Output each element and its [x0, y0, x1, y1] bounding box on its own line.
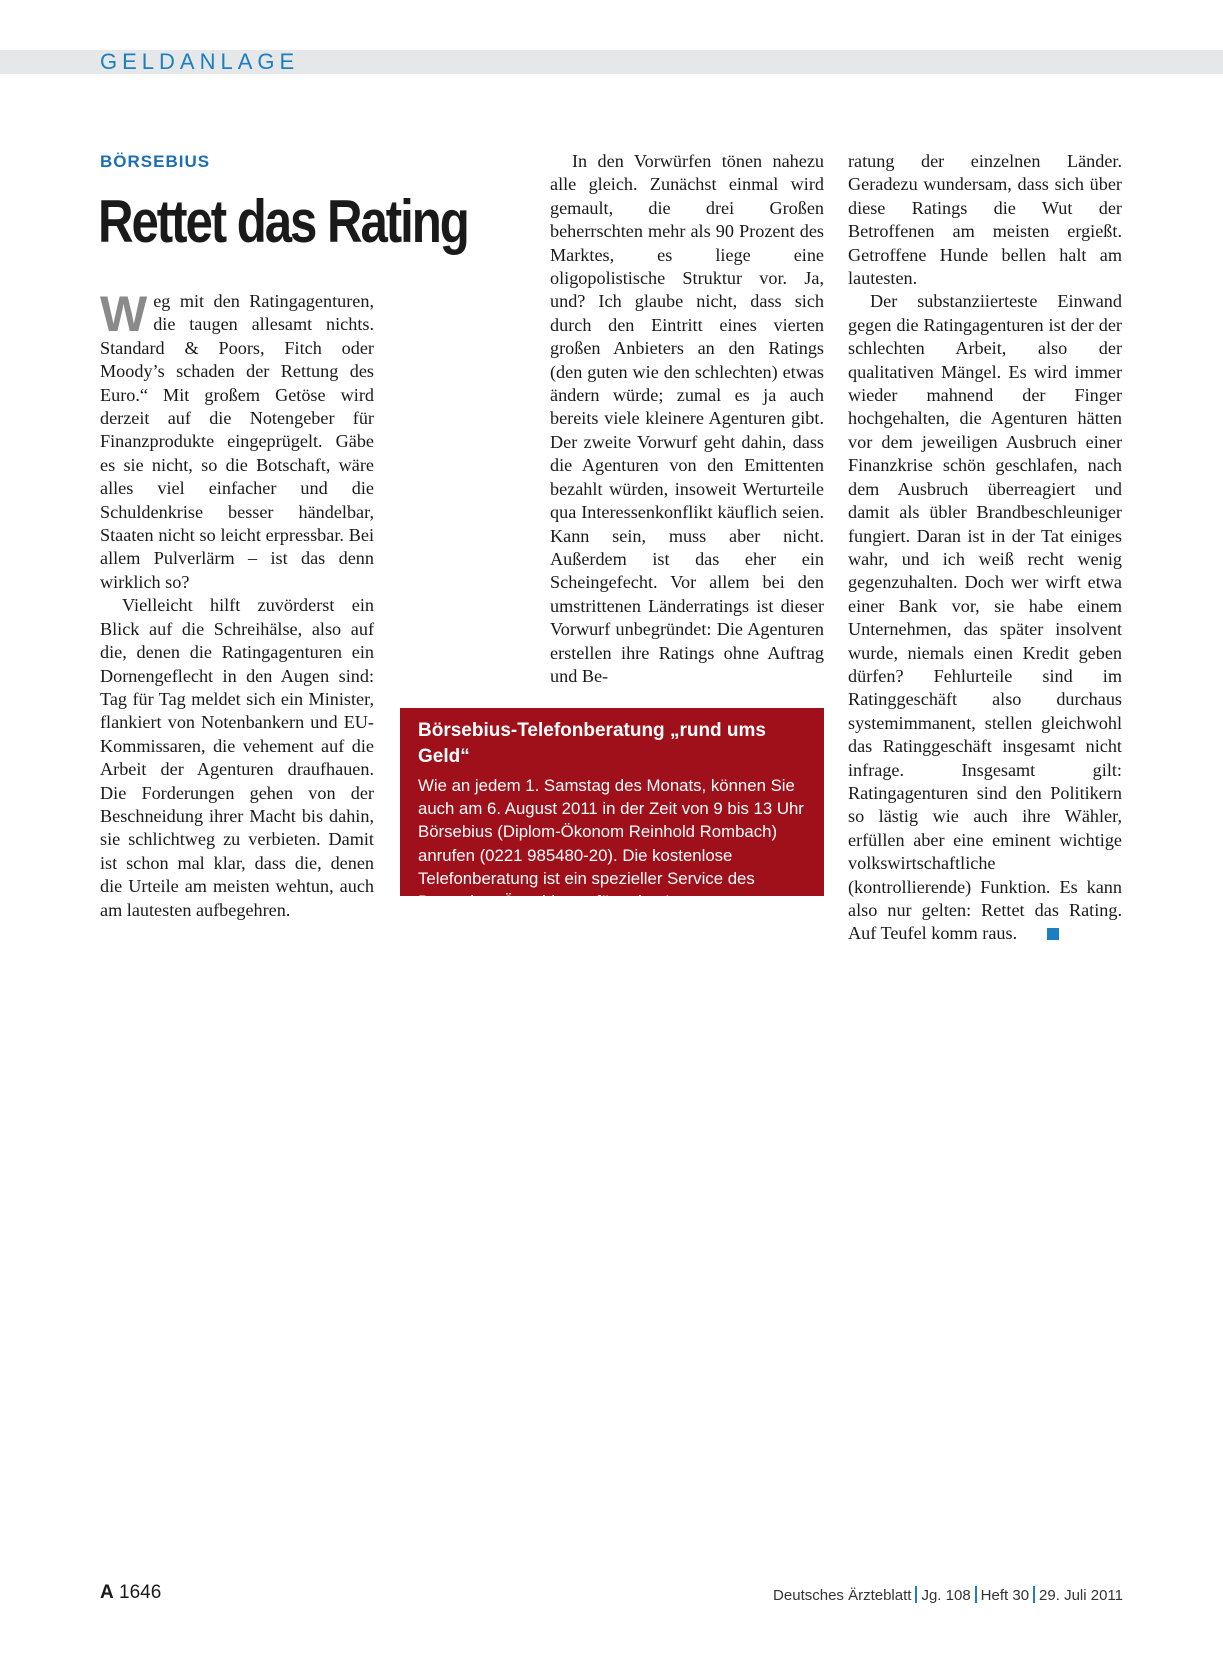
- info-box: [400, 708, 824, 912]
- journal-volume: Jg. 108: [921, 1587, 971, 1604]
- article-column-2: [550, 150, 824, 688]
- column-kicker: BÖRSEBIUS: [100, 152, 211, 171]
- page-prefix: A: [100, 1582, 114, 1603]
- page-number-value: 1646: [119, 1582, 162, 1603]
- article-column-3: [848, 150, 1122, 946]
- paragraph: [848, 290, 1122, 945]
- info-box-title: Börsebius-Telefonberatung „rund ums Geld“: [418, 720, 767, 767]
- paragraph-text: eg mit den Ratingagenturen, die taugen allesamt nichts. Standard & Poors, Fitch oder Moody’s schaden der Rettung des Euro.“ Mit großem Getöse wird derzeit auf die Notengeber für Finanzprodukte eingeprügelt. Gäbe es sie nicht, so die Botschaft, wäre alles viel einfacher und die Schuldenkrise besser händelbar, Staaten nicht so leicht erpressbar. Bei allem Pulverlärm – ist das denn wirklich so?: [100, 291, 374, 592]
- paragraph-text: Der substanziierteste Einwand gegen die Ratingagenturen ist der der schlechten Arbeit, also der qualitativen Mängel. Es wird immer wieder mahnend der Finger hochgehalten, die Agenturen hätten vor dem jeweiligen Ausbruch einer Finanzkrise schön geschlafen, nach dem Ausbruch überreagiert und damit als übler Brandbeschleuniger fungiert. Daran ist in der Tat einiges wahr, und ich weiß recht wenig gegenzuhalten. Doch wer wirft etwa einer Bank vor, sie habe einem Unternehmen, das später insolvent wurde, niemals einen Kredit geben dürfen? Fehlurteile sind im Ratinggeschäft also durchaus systemimmanent, stellen gleichwohl das Ratinggeschäft insgesamt nicht infrage. Insgesamt gilt: Ratingagenturen sind den Politikern so lästig wie auch ihre Wähler, erfüllen aber eine eminent wichtige volkswirtschaftliche (kontrollierende) Funktion. Es kann also nur gelten: Rettet das Rating. Auf Teufel komm raus.: [848, 291, 1122, 944]
- paragraph: Vielleicht hilft zuvörderst ein Blick auf die Schreihälse, also auf die, denen die Ratingagenturen ein Dornengeflecht in den Augen sind: Tag für Tag meldet sich ein Minister, flankiert von Notenbankern und EU-Kommissaren, die vehement auf die Arbeit der Agenturen draufhauen. Die Forderungen gehen von der Beschneidung ihrer Macht bis dahin, sie schlichtweg zu verbieten. Damit ist schon mal klar, dass die, denen die Urteile am meisten wehtun, auch am lautesten aufbegehren.: [100, 595, 374, 920]
- paragraph: In den Vorwürfen tönen nahezu alle gleich. Zunächst einmal wird gemault, die drei Großen beherrschten mehr als 90 Prozent des Marktes, es liege eine oligopolistische Struktur vor. Ja, und? Ich glaube nicht, dass sich durch den Eintritt eines vierten großen Anbieters an den Ratings (den guten wie den schlechten) etwas ändern würde; zumal es ja auch bereits viele kleinere Agenturen gibt. Der zweite Vorwurf geht dahin, dass die Agenturen von den Emittenten bezahlt würden, insoweit Werturteile qua Interessenkonflikt käuflich seien. Kann sein, muss aber nicht. Außerdem ist das eher ein Scheingefecht. Vor allem bei den umstrittenen Länderratings ist dieser Vorwurf unbegründet: Die Agenturen erstellen ihre Ratings ohne Auftrag und Be-: [550, 151, 824, 686]
- paragraph: [100, 286, 374, 594]
- drop-cap: W: [100, 286, 148, 342]
- article-title: Rettet das Rating: [98, 188, 468, 255]
- separator: [915, 1586, 917, 1603]
- info-box-body: Wie an jedem 1. Samstag des Monats, können Sie auch am 6. August 2011 in der Zeit von 9 bis 13 Uhr Börsebius (Diplom-Ökonom Reinhold Rombach) anrufen (0221 985480-20). Die kostenlose Telefonberatung ist ein spezieller Service des Deutschen Ärzteblattes für seine Leser.: [418, 776, 804, 912]
- paragraph: ratung der einzelnen Länder. Geradezu wundersam, dass sich über diese Ratings die Wut der Betroffenen am meisten ergießt. Getroffene Hunde bellen halt am lautesten.: [848, 151, 1122, 289]
- section-label: GELDANLAGE: [100, 49, 300, 74]
- separator: [1033, 1586, 1035, 1603]
- article-column-1: [100, 286, 374, 922]
- separator: [975, 1586, 977, 1603]
- journal-date: 29. Juli 2011: [1039, 1587, 1123, 1604]
- end-of-article-icon: [1047, 928, 1059, 940]
- journal-name: Deutsches Ärzteblatt: [773, 1587, 912, 1604]
- journal-footer: [773, 1586, 1123, 1604]
- page-number: [100, 1582, 161, 1604]
- journal-issue: Heft 30: [980, 1587, 1030, 1604]
